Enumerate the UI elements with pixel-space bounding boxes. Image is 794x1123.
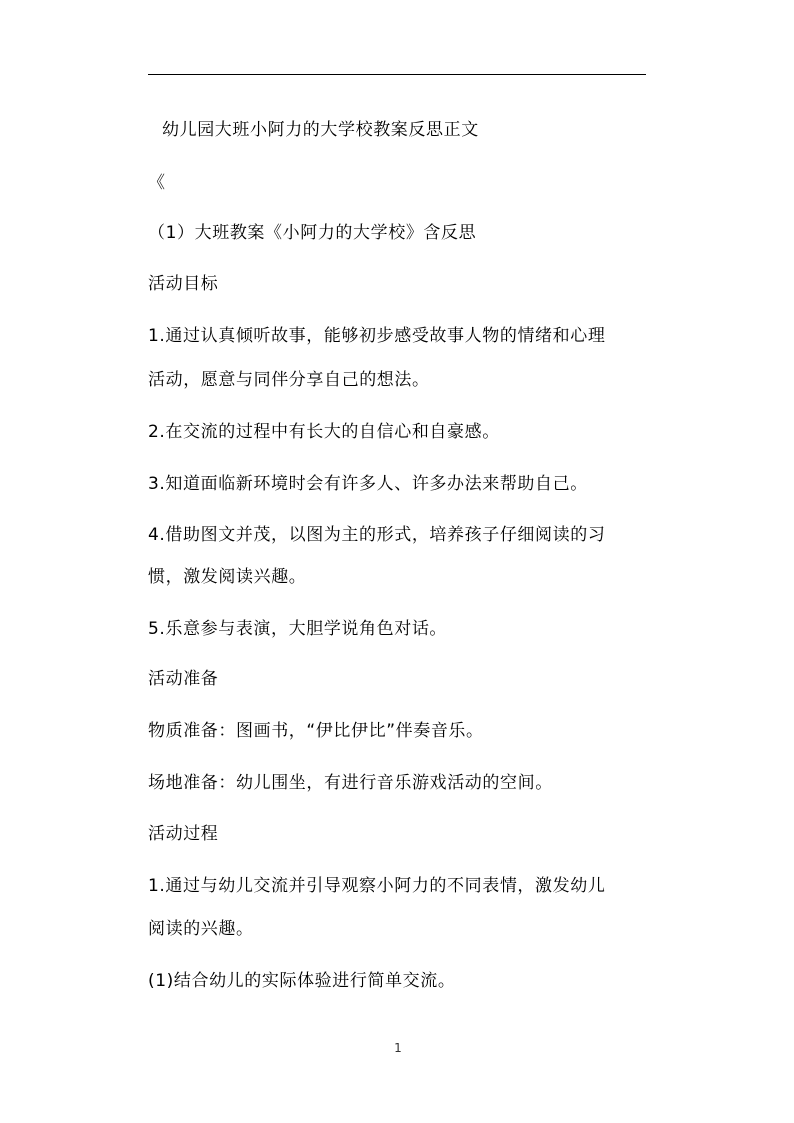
process-line: (1)结合幼儿的实际体验进行简单交流。 — [148, 971, 456, 991]
goal-line: 5.乐意参与表演，大胆学说角色对话。 — [148, 619, 448, 639]
prep-line: 物质准备：图画书，“伊比伊比”伴奏音乐。 — [148, 721, 484, 741]
document-title: 幼儿园大班小阿力的大学校教案反思正文 — [162, 120, 479, 140]
goal-line: 活动，愿意与同伴分享自己的想法。 — [148, 370, 430, 390]
document-subtitle: （1）大班教案《小阿力的大学校》含反思 — [148, 223, 477, 243]
page-number: 1 — [394, 1041, 402, 1055]
section-heading-prep: 活动准备 — [148, 669, 219, 689]
header-rule — [148, 74, 646, 75]
section-heading-process: 活动过程 — [148, 824, 219, 844]
goal-line: 3.知道面临新环境时会有许多人、许多办法来帮助自己。 — [148, 474, 588, 494]
process-line: 阅读的兴趣。 — [148, 919, 254, 939]
goal-line: 4.借助图文并茂，以图为主的形式，培养孩子仔细阅读的习 — [148, 525, 606, 545]
section-heading-goals: 活动目标 — [148, 274, 219, 294]
process-line: 1.通过与幼儿交流并引导观察小阿力的不同表情，激发幼儿 — [148, 876, 606, 896]
goal-line: 1.通过认真倾听故事，能够初步感受故事人物的情绪和心理 — [148, 326, 606, 346]
goal-line: 惯，激发阅读兴趣。 — [148, 567, 307, 587]
prep-line: 场地准备：幼儿围坐，有进行音乐游戏活动的空间。 — [148, 773, 553, 793]
opening-bracket: 《 — [148, 173, 166, 193]
goal-line: 2.在交流的过程中有长大的自信心和自豪感。 — [148, 422, 500, 442]
